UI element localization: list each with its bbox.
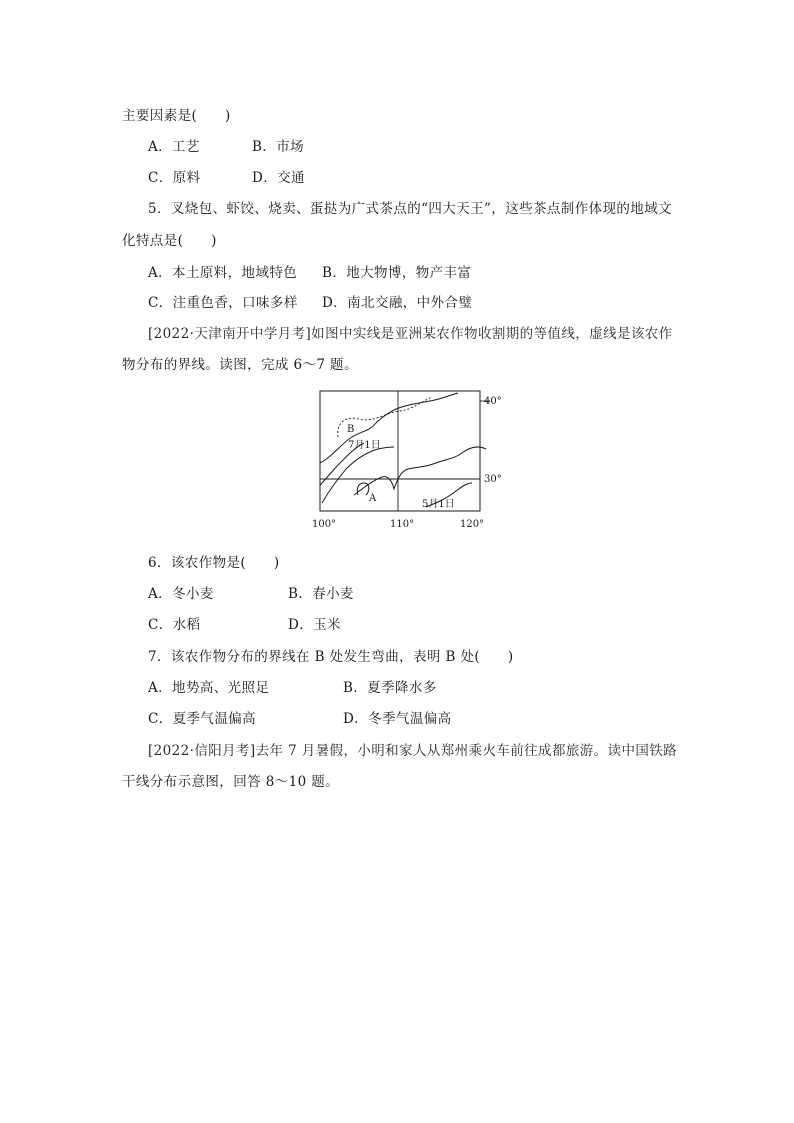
q4-option-b: B．市场	[252, 139, 305, 155]
q5-option-b: B．地大物博，物产丰富	[322, 265, 472, 281]
passage-intro-8-10-line2: 干线分布示意图，回答 8～10 题。	[122, 774, 340, 790]
q6-option-a: A．冬小麦	[148, 586, 214, 602]
isoline-jul1	[320, 393, 458, 463]
lon-120-label: 120°	[460, 519, 485, 530]
q5-stem-line2: 化特点是( )	[122, 233, 217, 249]
isoline-may1	[354, 447, 486, 495]
q6-option-b: B．春小麦	[288, 586, 354, 602]
q4-option-d: D．交通	[252, 170, 305, 186]
harvest-isoline-map	[300, 385, 530, 535]
isoline-jul1-label: 7月1日	[348, 440, 381, 451]
q6-option-d: D．玉米	[288, 617, 341, 633]
lat-30-label: 30°	[484, 474, 502, 485]
passage-intro-8-10-line1: [2022·信阳月考]去年 7 月暑假，小明和家人从郑州乘火车前往成都旅游。读中国铁路	[148, 743, 678, 759]
q7-option-d: D．冬季气温偏高	[343, 711, 452, 727]
passage-intro-6-7-line2: 物分布的界线。读图，完成 6～7 题。	[122, 357, 358, 373]
q5-option-c: C．注重色香，口味多样	[148, 295, 298, 311]
q7-option-a: A．地势高、光照足	[148, 680, 270, 696]
q4-stem-end: 主要因素是( )	[122, 108, 231, 124]
closed-isoline-a	[357, 483, 369, 495]
q6-option-c: C．水稻	[148, 617, 201, 633]
q6-stem: 6．该农作物是( )	[148, 555, 280, 571]
q7-stem: 7．该农作物分布的界线在 B 处发生弯曲，表明 B 处( )	[148, 649, 514, 665]
isoline-may1-label: 5月1日	[422, 499, 455, 510]
q5-option-d: D．南北交融，中外合璧	[322, 295, 473, 311]
passage-intro-6-7-line1: [2022·天津南开中学月考]如图中实线是亚洲某农作物收割期的等值线，虚线是该农作	[148, 326, 673, 342]
lon-110-label: 110°	[390, 519, 415, 530]
q7-option-b: B．夏季降水多	[343, 680, 437, 696]
q5-stem-line1: 5．叉烧包、虾饺、烧卖、蛋挞为广式茶点的“四大天王”，这些茶点制作体现的地域文	[148, 201, 672, 217]
point-a-label: A	[369, 493, 377, 504]
q4-option-c: C．原料	[148, 170, 201, 186]
map-frame	[320, 391, 480, 511]
point-b-label: B	[347, 424, 355, 435]
q7-option-c: C．夏季气温偏高	[148, 711, 257, 727]
lat-40-label: 40°	[484, 396, 502, 407]
q5-option-a: A．本土原料，地域特色	[148, 265, 298, 281]
lon-100-label: 100°	[312, 519, 337, 530]
q4-option-a: A．工艺	[148, 139, 200, 155]
